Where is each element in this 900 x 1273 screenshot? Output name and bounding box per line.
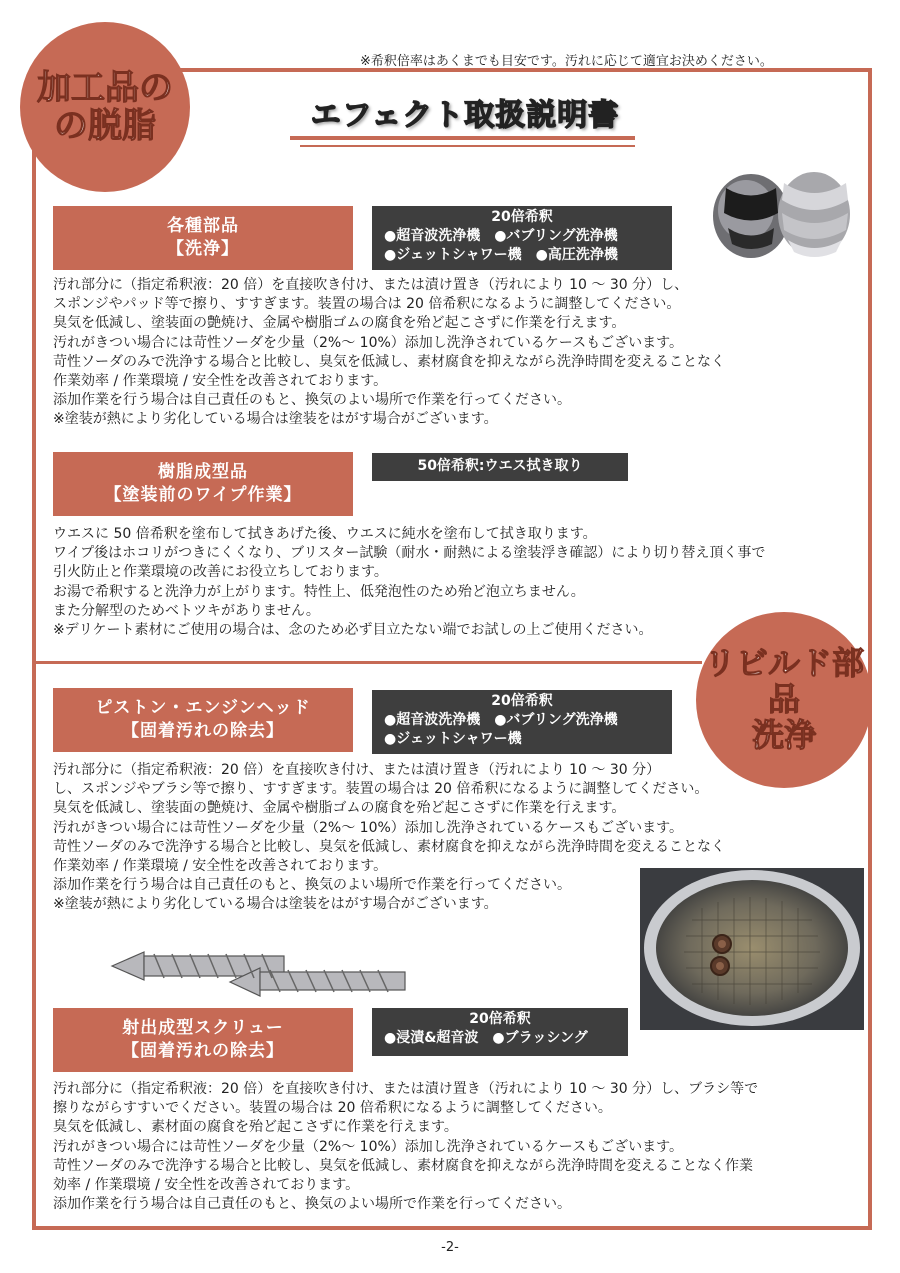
text-line: 作業効率 / 作業環境 / 安全性を改善されております。	[53, 858, 388, 875]
section-header-resin-molded	[53, 452, 353, 516]
section-header-line: 各種部品	[167, 216, 239, 237]
section-header-line: 【塗装前のワイプ作業】	[104, 485, 302, 505]
section-body-text	[53, 276, 725, 430]
text-line: 汚れ部分に（指定希釈液：20 倍）を直接吹き付け、または漬け置き（汚れにより 10 ～ 30 分）	[53, 762, 661, 778]
section-header-line: 【洗浄】	[167, 239, 239, 259]
section-header-various-parts	[53, 206, 353, 270]
badge-line: リビルド部品	[703, 644, 864, 719]
text-line: お湯で希釈すると洗浄力が上がります。特性上、低発泡性のため殆ど泡立ちません。	[53, 583, 585, 600]
equipment-line: ●ジェットシャワー機 ●高圧洗浄機	[384, 246, 618, 263]
section-header-line: 【固着汚れの除去】	[122, 721, 284, 741]
text-line: 苛性ソーダのみで洗浄する場合と比較し、臭気を低減し、素材腐食を抑えながら洗浄時間を変えることなく	[53, 838, 725, 855]
badge-processed-parts-degreasing	[20, 22, 190, 192]
dilution-info-box	[372, 1008, 628, 1056]
badge-line: 洗浄	[751, 715, 816, 754]
section-header-line: ピストン・エンジンヘッド	[95, 698, 311, 719]
section-header-line: 【固着汚れの除去】	[122, 1041, 284, 1061]
dilution-info-box	[372, 453, 628, 481]
text-line: 添加作業を行う場合は自己責任のもと、換気のよい場所で作業を行ってください。	[53, 392, 571, 409]
text-line: また分解型のためベトツキがありません。	[53, 602, 320, 619]
dilution-note: ※希釈倍率はあくまでも目安です。汚れに応じて適宜お決めください。	[360, 54, 773, 69]
text-line: スポンジやパッド等で擦り、すすぎます。装置の場合は 20 倍希釈になるように調整してください。	[53, 296, 681, 313]
title-underline	[290, 136, 635, 140]
equipment-line: ●超音波洗浄機 ●バブリング洗浄機	[384, 711, 618, 728]
text-line: し、スポンジやブラシ等で擦り、すすぎます。装置の場合は 20 倍希釈になるように調整してください。	[53, 781, 709, 798]
section-header-line: 射出成型スクリュー	[122, 1018, 284, 1039]
text-line: 苛性ソーダのみで洗浄する場合と比較し、臭気を低減し、素材腐食を抑えながら洗浄時間を変えることなく	[53, 353, 725, 370]
equipment-line: ●超音波洗浄機 ●バブリング洗浄機	[384, 227, 618, 244]
text-line: ウエスに 50 倍希釈を塗布して拭きあげた後、ウエスに純水を塗布して拭き取ります。	[53, 526, 597, 542]
page-title: エフェクト取扱説明書	[310, 98, 620, 133]
section-body-text	[53, 1080, 758, 1214]
section-body-text	[53, 525, 765, 640]
text-line: 作業効率 / 作業環境 / 安全性を改善されております。	[53, 373, 388, 390]
section-body-text	[53, 761, 725, 915]
dilution-info-box	[372, 206, 672, 270]
dilution-info-box	[372, 690, 672, 754]
text-line: 汚れ部分に（指定希釈液：20 倍）を直接吹き付け、または漬け置き（汚れにより 10 ～ 30 分）し、	[53, 277, 689, 293]
dilution-ratio: 50倍希釈:ウエス拭き取り	[417, 458, 583, 474]
text-line: 臭気を低減し、塗装面の艶焼け、金属や樹脂ゴムの腐食を殆ど起こさずに作業を行えます。	[53, 800, 626, 817]
text-line: 汚れがきつい場合には苛性ソーダを少量（2%～ 10%）添加し洗浄されているケースもございます。	[53, 1138, 683, 1155]
text-line: ※塗装が熱により劣化している場合は塗装をはがす場合がございます。	[53, 896, 498, 913]
text-line: 添加作業を行う場合は自己責任のもと、換気のよい場所で作業を行ってください。	[53, 1196, 571, 1213]
text-line: 汚れがきつい場合には苛性ソーダを少量（2%～ 10%）添加し洗浄されているケースもございます。	[53, 819, 683, 836]
section-header-injection-screw	[53, 1008, 353, 1072]
text-line: ※デリケート素材にご使用の場合は、念のため必ず目立たない端でお試しの上ご使用ください。	[53, 622, 653, 639]
screw-parts-photo	[706, 158, 856, 268]
text-line: 効率 / 作業環境 / 安全性を改善されております。	[53, 1177, 360, 1194]
section-header-piston-engine-head	[53, 688, 353, 752]
text-line: 添加作業を行う場合は自己責任のもと、換気のよい場所で作業を行ってください。	[53, 877, 571, 894]
text-line: 汚れ部分に（指定希釈液：20 倍）を直接吹き付け、または漬け置き（汚れにより 10 ～ 30 分）し、ブラシ等で	[53, 1081, 759, 1097]
text-line: 臭気を低減し、塗装面の艶焼け、金属や樹脂ゴムの腐食を殆ど起こさずに作業を行えます。	[53, 315, 626, 332]
dilution-ratio: 20倍希釈	[469, 1011, 531, 1027]
section-header-line: 樹脂成型品	[158, 462, 248, 483]
dilution-ratio: 20倍希釈	[491, 209, 553, 225]
screw-illustration	[110, 930, 410, 1000]
text-line: ワイプ後はホコリがつきにくくなり、ブリスター試験（耐水・耐熱による塗装浮き確認）により切り替え頂く事で	[53, 545, 766, 562]
text-line: 汚れがきつい場合には苛性ソーダを少量（2%～ 10%）添加し洗浄されているケースもございます。	[53, 334, 683, 351]
badge-line: 加工品の	[37, 67, 173, 108]
text-line: 苛性ソーダのみで洗浄する場合と比較し、臭気を低減し、素材腐食を抑えながら洗浄時間を変えることなく作業	[53, 1157, 753, 1174]
text-line: ※塗装が熱により劣化している場合は塗装をはがす場合がございます。	[53, 411, 498, 428]
ultrasonic-tank-photo	[640, 868, 864, 1030]
badge-line: の脱脂	[54, 106, 156, 146]
page-number: -2-	[441, 1240, 459, 1255]
title-underline	[300, 145, 635, 147]
dilution-ratio: 20倍希釈	[491, 693, 553, 709]
equipment-line: ●ジェットシャワー機	[384, 730, 522, 747]
text-line: 引火防止と作業環境の改善にお役立ちしております。	[53, 564, 388, 581]
equipment-line: ●浸漬&超音波 ●ブラッシング	[384, 1029, 588, 1046]
text-line: 臭気を低減し、素材面の腐食を殆ど起こさずに作業を行えます。	[53, 1119, 458, 1136]
section-divider	[32, 661, 702, 664]
text-line: 擦りながらすすいでください。装置の場合は 20 倍希釈になるように調整してください。	[53, 1100, 612, 1117]
